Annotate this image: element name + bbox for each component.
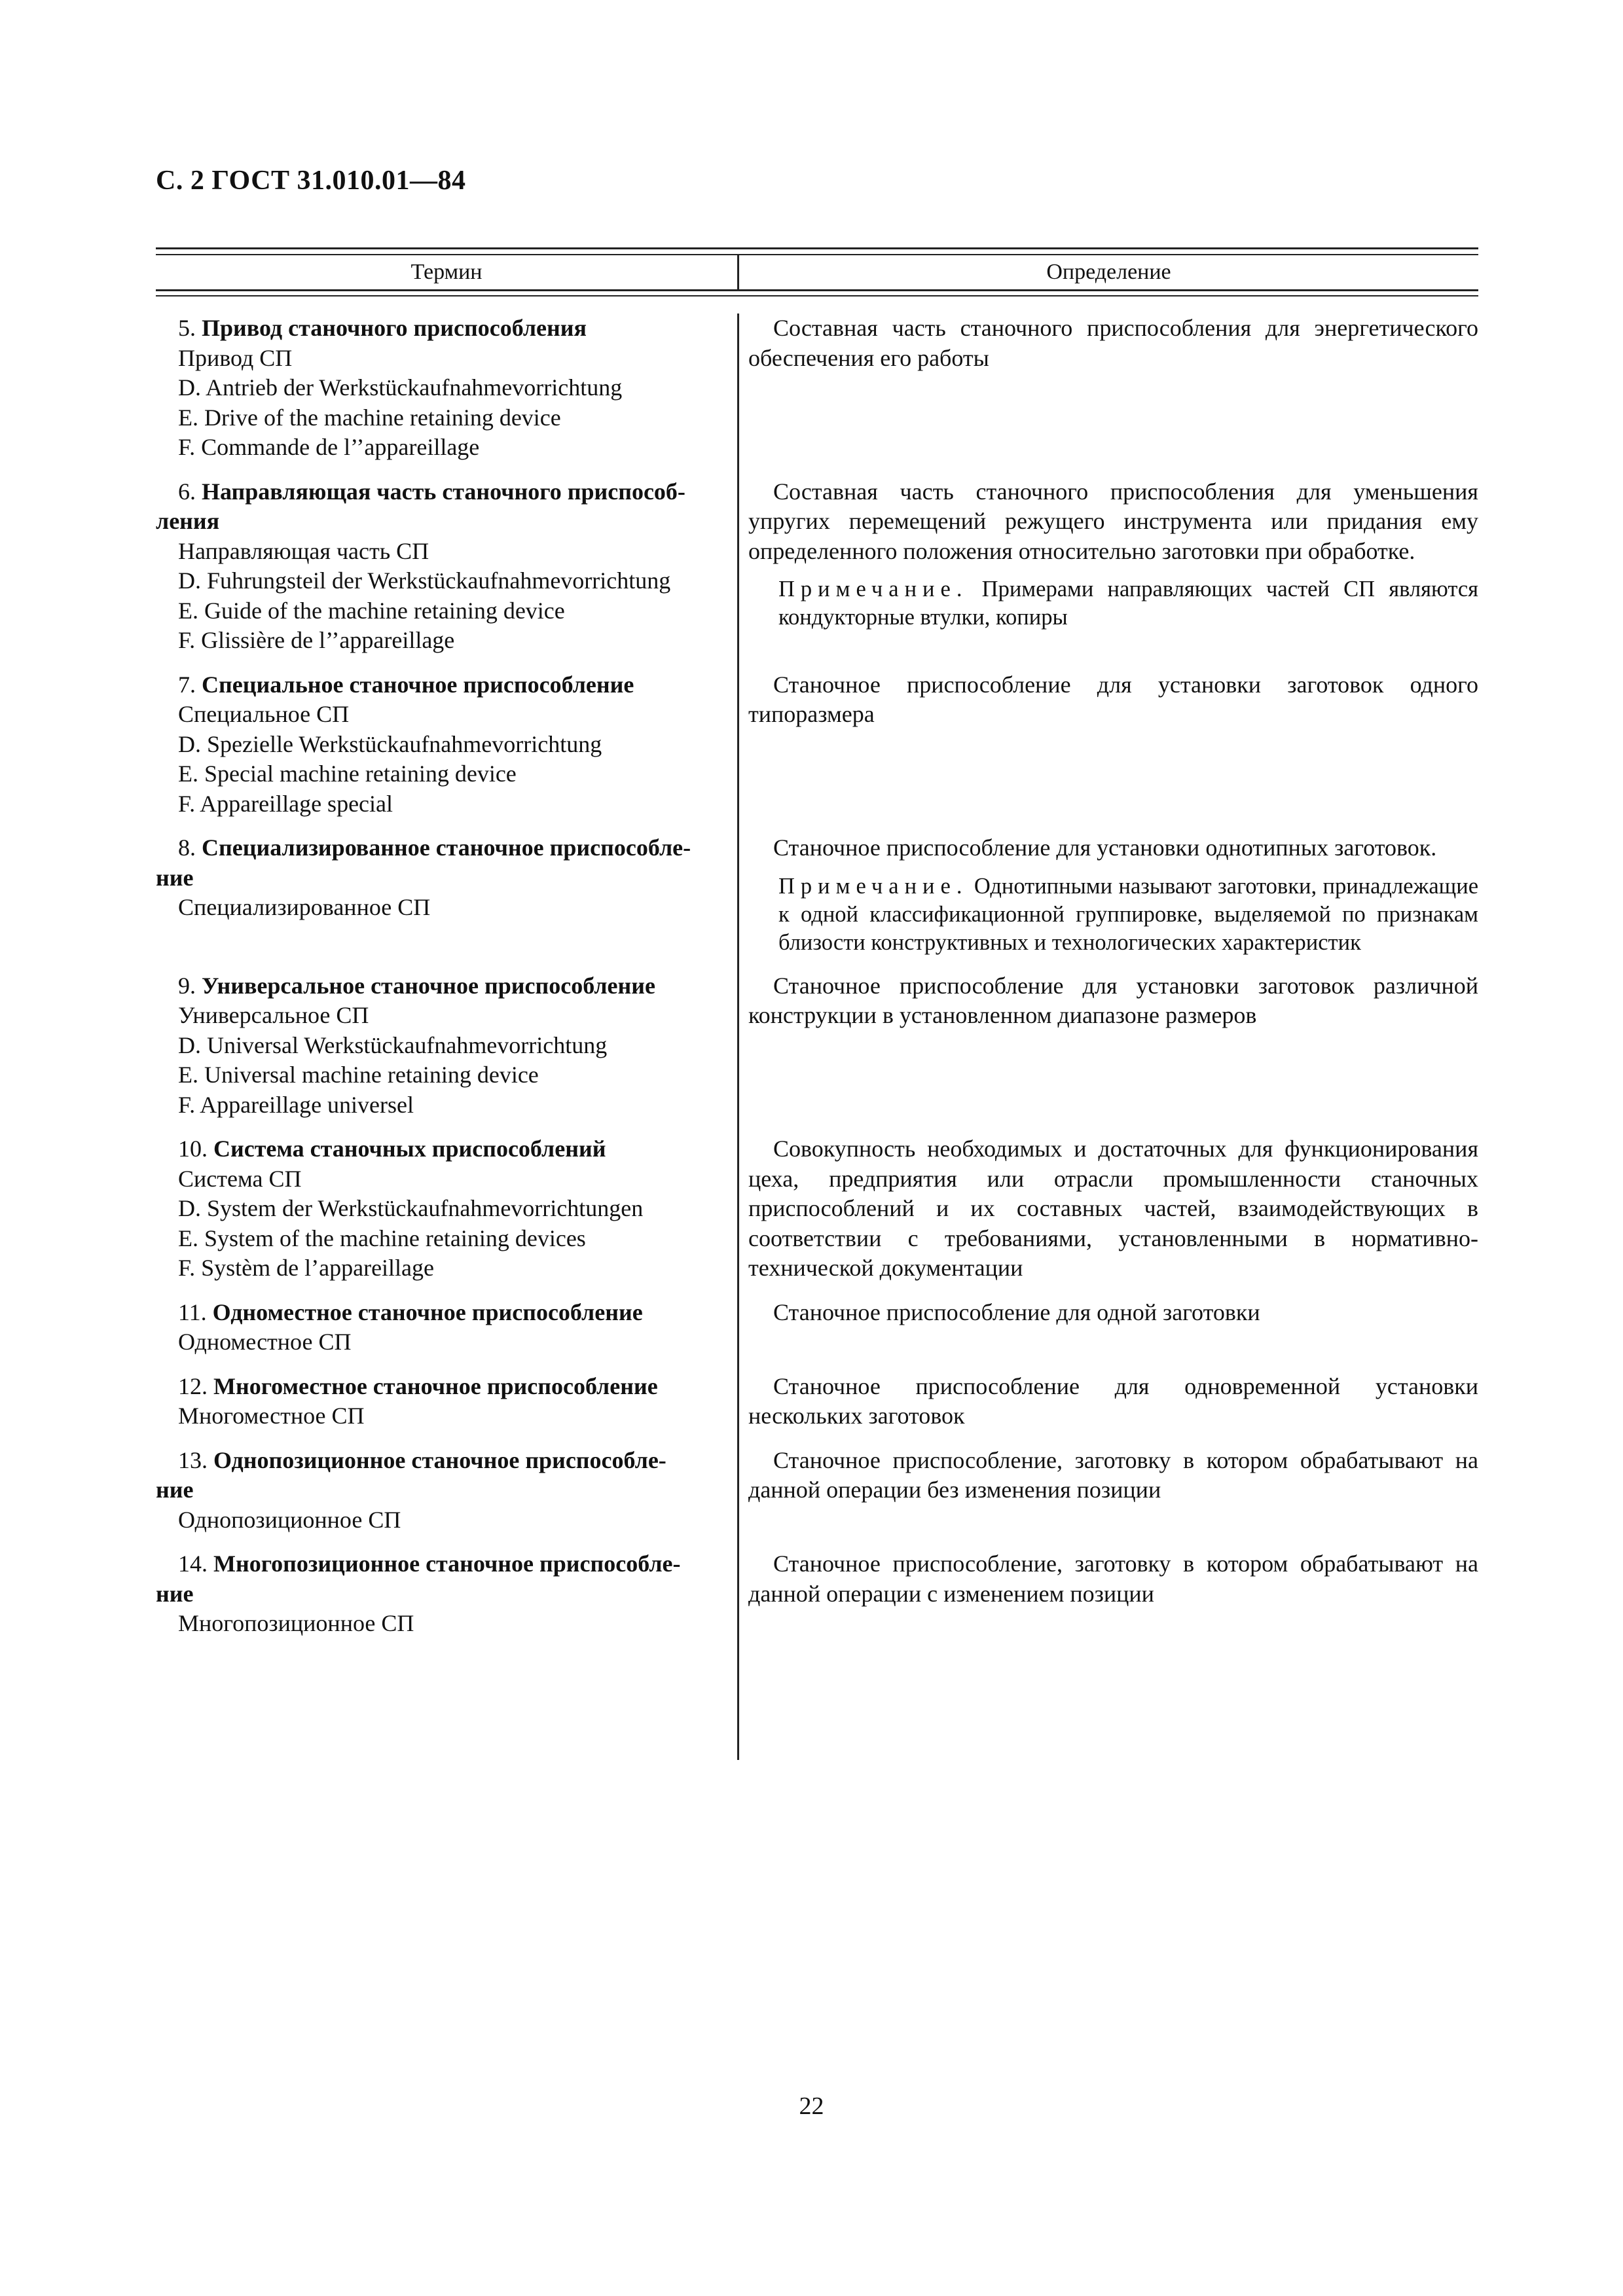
term-title — [178, 833, 735, 863]
term-foreign-equivalent: D. System der Werkstückaufnahmevorrichtungen — [178, 1195, 644, 1221]
term-name-continuation: ления — [156, 508, 220, 534]
term-title — [178, 670, 735, 700]
table-header-row — [156, 255, 1478, 289]
term-cell — [156, 1372, 739, 1431]
definition-text: Станочное приспособление для установки однотипных заготовок. — [773, 834, 1437, 861]
term-foreign-equivalent: E. System of the machine retaining devices — [178, 1225, 586, 1251]
term-number: 6. — [178, 478, 196, 505]
table-body — [156, 314, 1478, 1639]
term-foreign-equivalent: E. Drive of the machine retaining device — [178, 404, 561, 431]
term-title — [178, 1298, 735, 1328]
term-number: 10. — [178, 1136, 208, 1162]
term-cell — [156, 477, 739, 656]
term-short-form: Универсальное СП — [178, 1002, 369, 1028]
column-divider — [737, 314, 739, 1760]
term-name-continuation: ние — [156, 1580, 194, 1607]
term-name: Одноместное станочное приспособление — [212, 1299, 643, 1325]
term-foreign-equivalent: E. Universal machine retaining device — [178, 1062, 539, 1088]
definition-cell — [739, 314, 1478, 463]
term-foreign-equivalent: D. Antrieb der Werkstückaufnahmevorrichtung — [178, 374, 623, 401]
term-cell — [156, 1549, 739, 1639]
term-number: 12. — [178, 1372, 208, 1399]
term-short-form: Система СП — [178, 1165, 302, 1192]
definition-cell — [739, 1549, 1478, 1639]
definition-note — [748, 575, 1478, 632]
table-row — [156, 477, 1478, 656]
term-name: Специальное станочное приспособление — [202, 671, 634, 698]
term-name-continuation: ние — [156, 1477, 194, 1503]
definition-text: Станочное приспособление для установки заготовок различной конструкции в установленном диапазоне размеров — [748, 972, 1478, 1028]
term-foreign-equivalent: D. Spezielle Werkstückaufnahmevorrichtung — [178, 730, 602, 757]
table-row — [156, 1298, 1478, 1357]
definition-cell — [739, 971, 1478, 1121]
term-foreign-equivalent: F. Systèm de l’appareillage — [178, 1255, 435, 1281]
definition-cell — [739, 833, 1478, 957]
page-number: 22 — [799, 2092, 824, 2120]
table-row — [156, 670, 1478, 819]
term-title — [178, 314, 735, 344]
table-row — [156, 314, 1478, 463]
term-title — [178, 1134, 735, 1164]
table-row — [156, 971, 1478, 1121]
term-name: Однопозиционное станочное приспособле- — [213, 1446, 666, 1473]
term-foreign-equivalent: F. Commande de l’’appareillage — [178, 434, 480, 460]
term-short-form: Специализированное СП — [178, 894, 431, 920]
term-short-form: Многоместное СП — [178, 1403, 365, 1429]
table-top-rule — [156, 247, 1478, 249]
term-name: Специализированное станочное приспособле- — [202, 834, 691, 861]
term-number: 11. — [178, 1299, 207, 1325]
column-header-definition: Определение — [1046, 260, 1171, 284]
table-row — [156, 1446, 1478, 1535]
terms-table — [156, 247, 1478, 1639]
term-cell — [156, 1298, 739, 1357]
term-name: Система станочных приспособлений — [213, 1136, 606, 1162]
definition-text: Станочное приспособление для установки заготовок одного типоразмера — [748, 671, 1478, 727]
page-title: С. 2 ГОСТ 31.010.01—84 — [156, 166, 466, 196]
column-header-term: Термин — [156, 255, 739, 289]
term-short-form: Однопозиционное СП — [178, 1506, 401, 1533]
term-name: Направляющая часть станочного приспособ- — [202, 478, 685, 505]
term-name: Привод станочного приспособления — [202, 315, 587, 341]
term-name: Универсальное станочное приспособление — [202, 972, 655, 999]
definition-cell — [739, 1134, 1478, 1283]
definition-text: Совокупность необходимых и достаточных для функционирования цеха, предприятия или отрасли промышленности станочных приспособлений и их составных частей, взаимодействующих в соответствии с требованиями, установленными в нормативно-технической документации — [748, 1136, 1478, 1281]
term-title — [178, 1446, 735, 1476]
definition-text: Составная часть станочного приспособления для энергетического обеспечения его работы — [748, 315, 1478, 371]
definition-cell — [739, 1372, 1478, 1431]
term-short-form: Привод СП — [178, 344, 293, 371]
term-name: Многоместное станочное приспособление — [213, 1372, 658, 1399]
note-text: Примерами направляющих частей СП являются кондукторные втулки, копиры — [778, 577, 1479, 630]
table-row — [156, 1372, 1478, 1431]
definition-text: Станочное приспособление, заготовку в котором обрабатывают на данной операции без изменения позиции — [748, 1446, 1478, 1503]
term-foreign-equivalent: F. Appareillage universel — [178, 1091, 414, 1118]
table-row — [156, 1134, 1478, 1283]
definition-cell — [739, 477, 1478, 656]
term-number: 9. — [178, 972, 196, 999]
term-title — [178, 971, 735, 1001]
term-foreign-equivalent: D. Universal Werkstückaufnahmevorrichtung — [178, 1031, 608, 1058]
note-label: Примечание. — [778, 577, 968, 601]
term-title — [178, 1549, 735, 1579]
definition-text: Составная часть станочного приспособления для уменьшения упругих перемещений режущего инструмента или придания ему определенного положения относительно заготовки при обработке. — [748, 478, 1478, 564]
term-foreign-equivalent: E. Special machine retaining device — [178, 761, 517, 787]
header-bottom-rule — [156, 289, 1478, 291]
definition-cell — [739, 1446, 1478, 1535]
term-name-continuation: ние — [156, 864, 194, 891]
definition-cell — [739, 670, 1478, 819]
term-number: 13. — [178, 1446, 208, 1473]
term-cell — [156, 670, 739, 819]
term-cell — [156, 1134, 739, 1283]
term-short-form: Многопозиционное СП — [178, 1610, 414, 1636]
term-foreign-equivalent: D. Fuhrungsteil der Werkstückaufnahmevorrichtung — [178, 567, 671, 594]
term-number: 7. — [178, 671, 196, 698]
term-title — [178, 1372, 735, 1402]
term-short-form: Направляющая часть СП — [178, 537, 429, 564]
header-bottom-rule-thin — [156, 295, 1478, 296]
term-number: 5. — [178, 315, 196, 341]
term-cell — [156, 1446, 739, 1535]
term-foreign-equivalent: F. Glissière de l’’appareillage — [178, 627, 455, 653]
table-row — [156, 833, 1478, 957]
definition-cell — [739, 1298, 1478, 1357]
definition-note — [748, 872, 1478, 957]
term-title — [178, 477, 735, 507]
definition-text: Станочное приспособление для одной заготовки — [773, 1299, 1260, 1325]
term-cell — [156, 314, 739, 463]
term-cell — [156, 833, 739, 957]
table-row — [156, 1549, 1478, 1639]
term-foreign-equivalent: F. Appareillage special — [178, 790, 393, 817]
term-number: 14. — [178, 1551, 208, 1577]
term-short-form: Одноместное СП — [178, 1329, 352, 1355]
term-short-form: Специальное СП — [178, 701, 350, 727]
term-number: 8. — [178, 834, 196, 861]
definition-text: Станочное приспособление для одновременной установки нескольких заготовок — [748, 1372, 1478, 1429]
term-foreign-equivalent: E. Guide of the machine retaining device — [178, 597, 565, 624]
note-label: Примечание. — [778, 873, 968, 899]
term-cell — [156, 971, 739, 1121]
term-name: Многопозиционное станочное приспособле- — [213, 1551, 681, 1577]
note-text: Однотипными называют заготовки, принадлежащие к одной классификационной группировке, выделяемой по признакам близости конструктивных и технологических характеристик — [778, 873, 1479, 955]
definition-text: Станочное приспособление, заготовку в котором обрабатывают на данной операции с изменением позиции — [748, 1551, 1478, 1607]
